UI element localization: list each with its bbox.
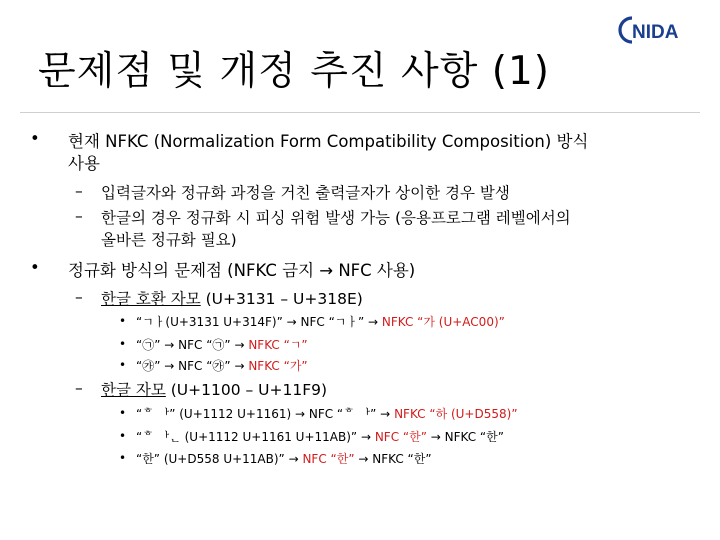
- sub-heading-range: (U+1100 – U+11F9): [165, 381, 328, 399]
- logo-text: NIDA: [632, 22, 679, 43]
- example-item: [136, 336, 308, 353]
- dash-marker: –: [75, 379, 83, 397]
- example-highlight: NFC “한”: [302, 452, 355, 466]
- bullet-marker: •: [119, 451, 127, 465]
- bullet-marker: •: [119, 406, 127, 420]
- example-highlight: NFC “한”: [374, 430, 427, 444]
- nida-logo: [618, 14, 702, 46]
- example-highlight: NFKC “ㄱ”: [248, 338, 308, 352]
- example-text-tail: → NFKC “한”: [426, 430, 504, 444]
- logo-arc-icon: [620, 18, 632, 42]
- bullet-1-line1: 현재 NFKC (Normalization Form Compatibility Composition) 방식: [68, 132, 589, 151]
- example-item: [136, 428, 504, 445]
- example-item: [136, 313, 505, 330]
- example-item: [136, 450, 432, 467]
- example-text: “한” (U+D558 U+11AB)” →: [136, 452, 303, 466]
- example-text: “ᄒ ᅡᆫ (U+1112 U+1161 U+11AB)” →: [136, 430, 375, 444]
- bullet-2-heading: 정규화 방식의 문제점 (NFKC 금지 → NFC 사용): [68, 261, 416, 280]
- dash-marker: –: [75, 288, 83, 306]
- example-item: [136, 405, 518, 422]
- example-item: [136, 357, 308, 374]
- bullet-1-sub-2-line1: 한글의 경우 정규화 시 피싱 위험 발생 가능 (응용프로그램 레벨에서의: [101, 209, 571, 227]
- sub-heading-jamo: [101, 378, 327, 400]
- example-text: “㉠” → NFC “㉠” →: [136, 338, 249, 352]
- example-text-tail: → NFKC “한”: [354, 452, 432, 466]
- sub-heading-range: (U+3131 – U+318E): [200, 290, 363, 308]
- bullet-1-sub-1: 입력글자와 정규화 과정을 거친 출력글자가 상이한 경우 발생: [101, 184, 510, 202]
- example-text: “㉮” → NFC “㉮” →: [136, 359, 249, 373]
- dash-marker: –: [75, 207, 83, 225]
- bullet-marker: •: [119, 314, 127, 328]
- bullet-marker: •: [119, 358, 127, 372]
- bullet-marker: •: [30, 258, 40, 277]
- example-highlight: NFKC “가 (U+AC00)”: [381, 315, 505, 329]
- bullet-1-line2: 사용: [68, 154, 100, 173]
- sub-heading-underlined: 한글 자모: [101, 381, 166, 399]
- sub-heading-underlined: 한글 호환 자모: [101, 290, 201, 308]
- bullet-1-sub-2-line2: 올바른 정규화 필요): [101, 231, 237, 249]
- slide-title: 문제점 및 개정 추진 사항 (1): [38, 49, 550, 94]
- bullet-marker: •: [119, 429, 127, 443]
- sub-heading-compat-jamo: [101, 287, 363, 309]
- example-text: “ㄱㅏ(U+3131 U+314F)” → NFC “ㄱㅏ” →: [136, 315, 382, 329]
- example-highlight: NFKC “가”: [248, 359, 308, 373]
- title-divider: [20, 112, 700, 113]
- example-highlight: NFKC “하 (U+D558)”: [394, 407, 518, 421]
- dash-marker: –: [75, 182, 83, 200]
- bullet-marker: •: [30, 129, 40, 148]
- bullet-marker: •: [119, 337, 127, 351]
- example-text: “ᄒ ᅡ” (U+1112 U+1161) → NFC “ᄒ ᅡ” →: [136, 407, 395, 421]
